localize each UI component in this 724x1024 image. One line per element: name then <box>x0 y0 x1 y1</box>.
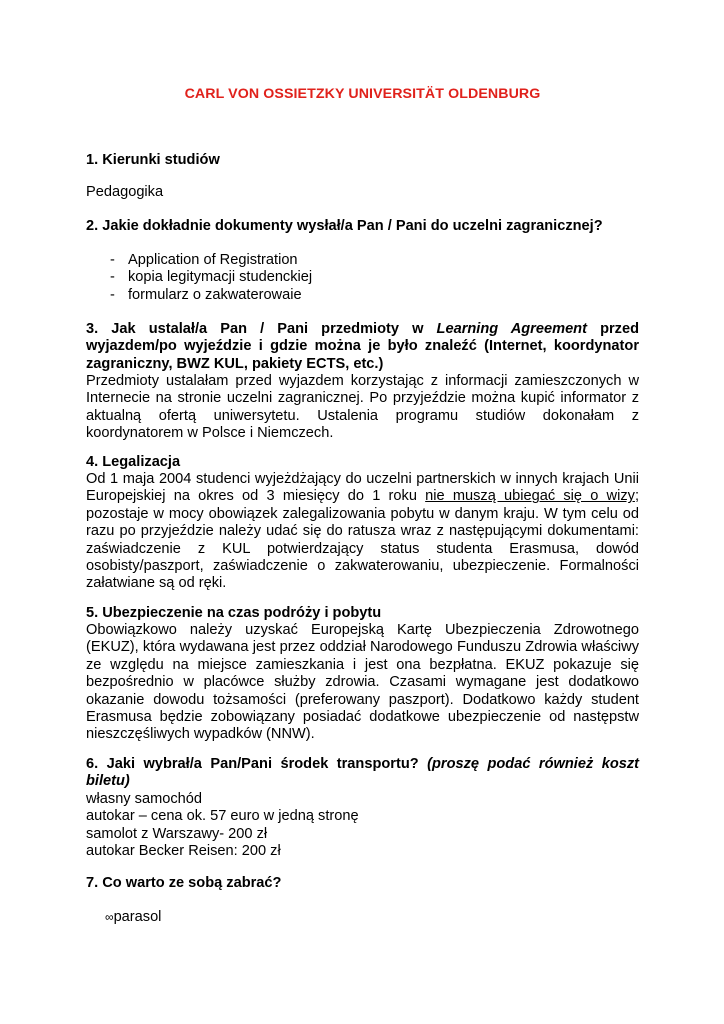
section-2-heading: 2. Jakie dokładnie dokumenty wysłał/a Pan / Pani do uczelni zagranicznej? <box>86 218 603 234</box>
section-1-answer: Pedagogika <box>86 184 164 200</box>
list-item: ∞parasol <box>105 909 162 925</box>
transport-lines <box>86 791 639 861</box>
list-item: - kopia legitymacji studenckiej <box>110 269 313 286</box>
list-item: - formularz o zakwaterowaie <box>110 286 302 303</box>
visa-note: nie muszą ubiegać się o wizy <box>425 488 635 505</box>
dash-bullet: - <box>110 269 115 286</box>
documents-list <box>86 252 639 304</box>
section-4-body: Od 1 maja 2004 studenci wyjeżdżający do uczelni partnerskich w innych krajach Unii Europejskiej na okres od 3 miesięcy do 1 roku nie muszą ubiegać się o wizy; pozostaje w mocy obowiązek zalegalizowania pobytu w danym kraju. W tym celu od razu po przyjeździe należy udać się do ratusza wraz z następującymi dokumentami: zaświadczenie z KUL potwierdzający status studenta Erasmusa, dowód osobisty/paszport, zaświadczenie o zakwaterowaniu, ubezpieczenie. Formalności załatwiane są od ręki. <box>86 471 639 592</box>
cost-note: (proszę podać również koszt biletu) <box>86 756 640 790</box>
section-3-heading: 3. Jak ustalał/a Pan / Pani przedmioty w Learning Agreement przed wyjazdem/po wyjeździe i gdzie można je było znaleźć (Internet, koordynator zagraniczny, BWZ KUL, pakiety ECTS, etc.) <box>86 321 639 372</box>
transport-line: samolot z Warszawy- 200 zł <box>86 825 268 842</box>
section-1-heading: 1. Kierunki studiów <box>86 152 220 168</box>
dash-bullet: - <box>110 286 115 303</box>
transport-line: autokar Becker Reisen: 200 zł <box>86 843 281 860</box>
transport-line: własny samochód <box>86 791 202 807</box>
section-4-heading: 4. Legalizacja <box>86 454 181 470</box>
section-6-heading: 6. Jaki wybrał/a Pan/Pani środek transportu? (proszę podać również koszt biletu) <box>86 756 640 790</box>
document-title: CARL VON OSSIETZKY UNIVERSITÄT OLDENBURG <box>184 86 541 102</box>
transport-line: autokar – cena ok. 57 euro w jedną stronę <box>86 808 359 825</box>
dash-bullet: - <box>110 252 115 268</box>
infinity-bullet-icon: ∞ <box>105 910 114 924</box>
learning-agreement-term: Learning Agreement <box>436 321 587 337</box>
section-7-heading: 7. Co warto ze sobą zabrać? <box>86 875 282 891</box>
section-5-heading: 5. Ubezpieczenie na czas podróży i pobytu <box>86 605 382 621</box>
list-item: - Application of Registration <box>110 252 298 268</box>
section-5-body: Obowiązkowo należy uzyskać Europejską Kartę Ubezpieczenia Zdrowotnego (EKUZ), która wydawana jest przez oddział Narodowego Funduszu Zdrowia właściwy ze względu na miejsce zamieszkania i jest ona bezpłatna. EKUZ pokazuje się bezpośrednio w placówce służby zdrowia. Czasami wymagane jest dodatkowo okazanie dowodu tożsamości (preferowany paszport). Dodatkowo każdy student Erasmusa będzie zobowiązany posiadać dodatkowe ubezpieczenie od następstw nieszczęśliwych wypadków (NNW). <box>86 622 639 743</box>
section-3-body: Przedmioty ustalałam przed wyjazdem korzystając z informacji zamieszczonych w Internecie na stronie uczelni zagranicznej. Po przyjeździe można kupić informator z aktualną ofertą uniwersytetu. Ustalenia programu studiów dokonałam z koordynatorem w Polsce i Niemczech. <box>86 373 639 442</box>
